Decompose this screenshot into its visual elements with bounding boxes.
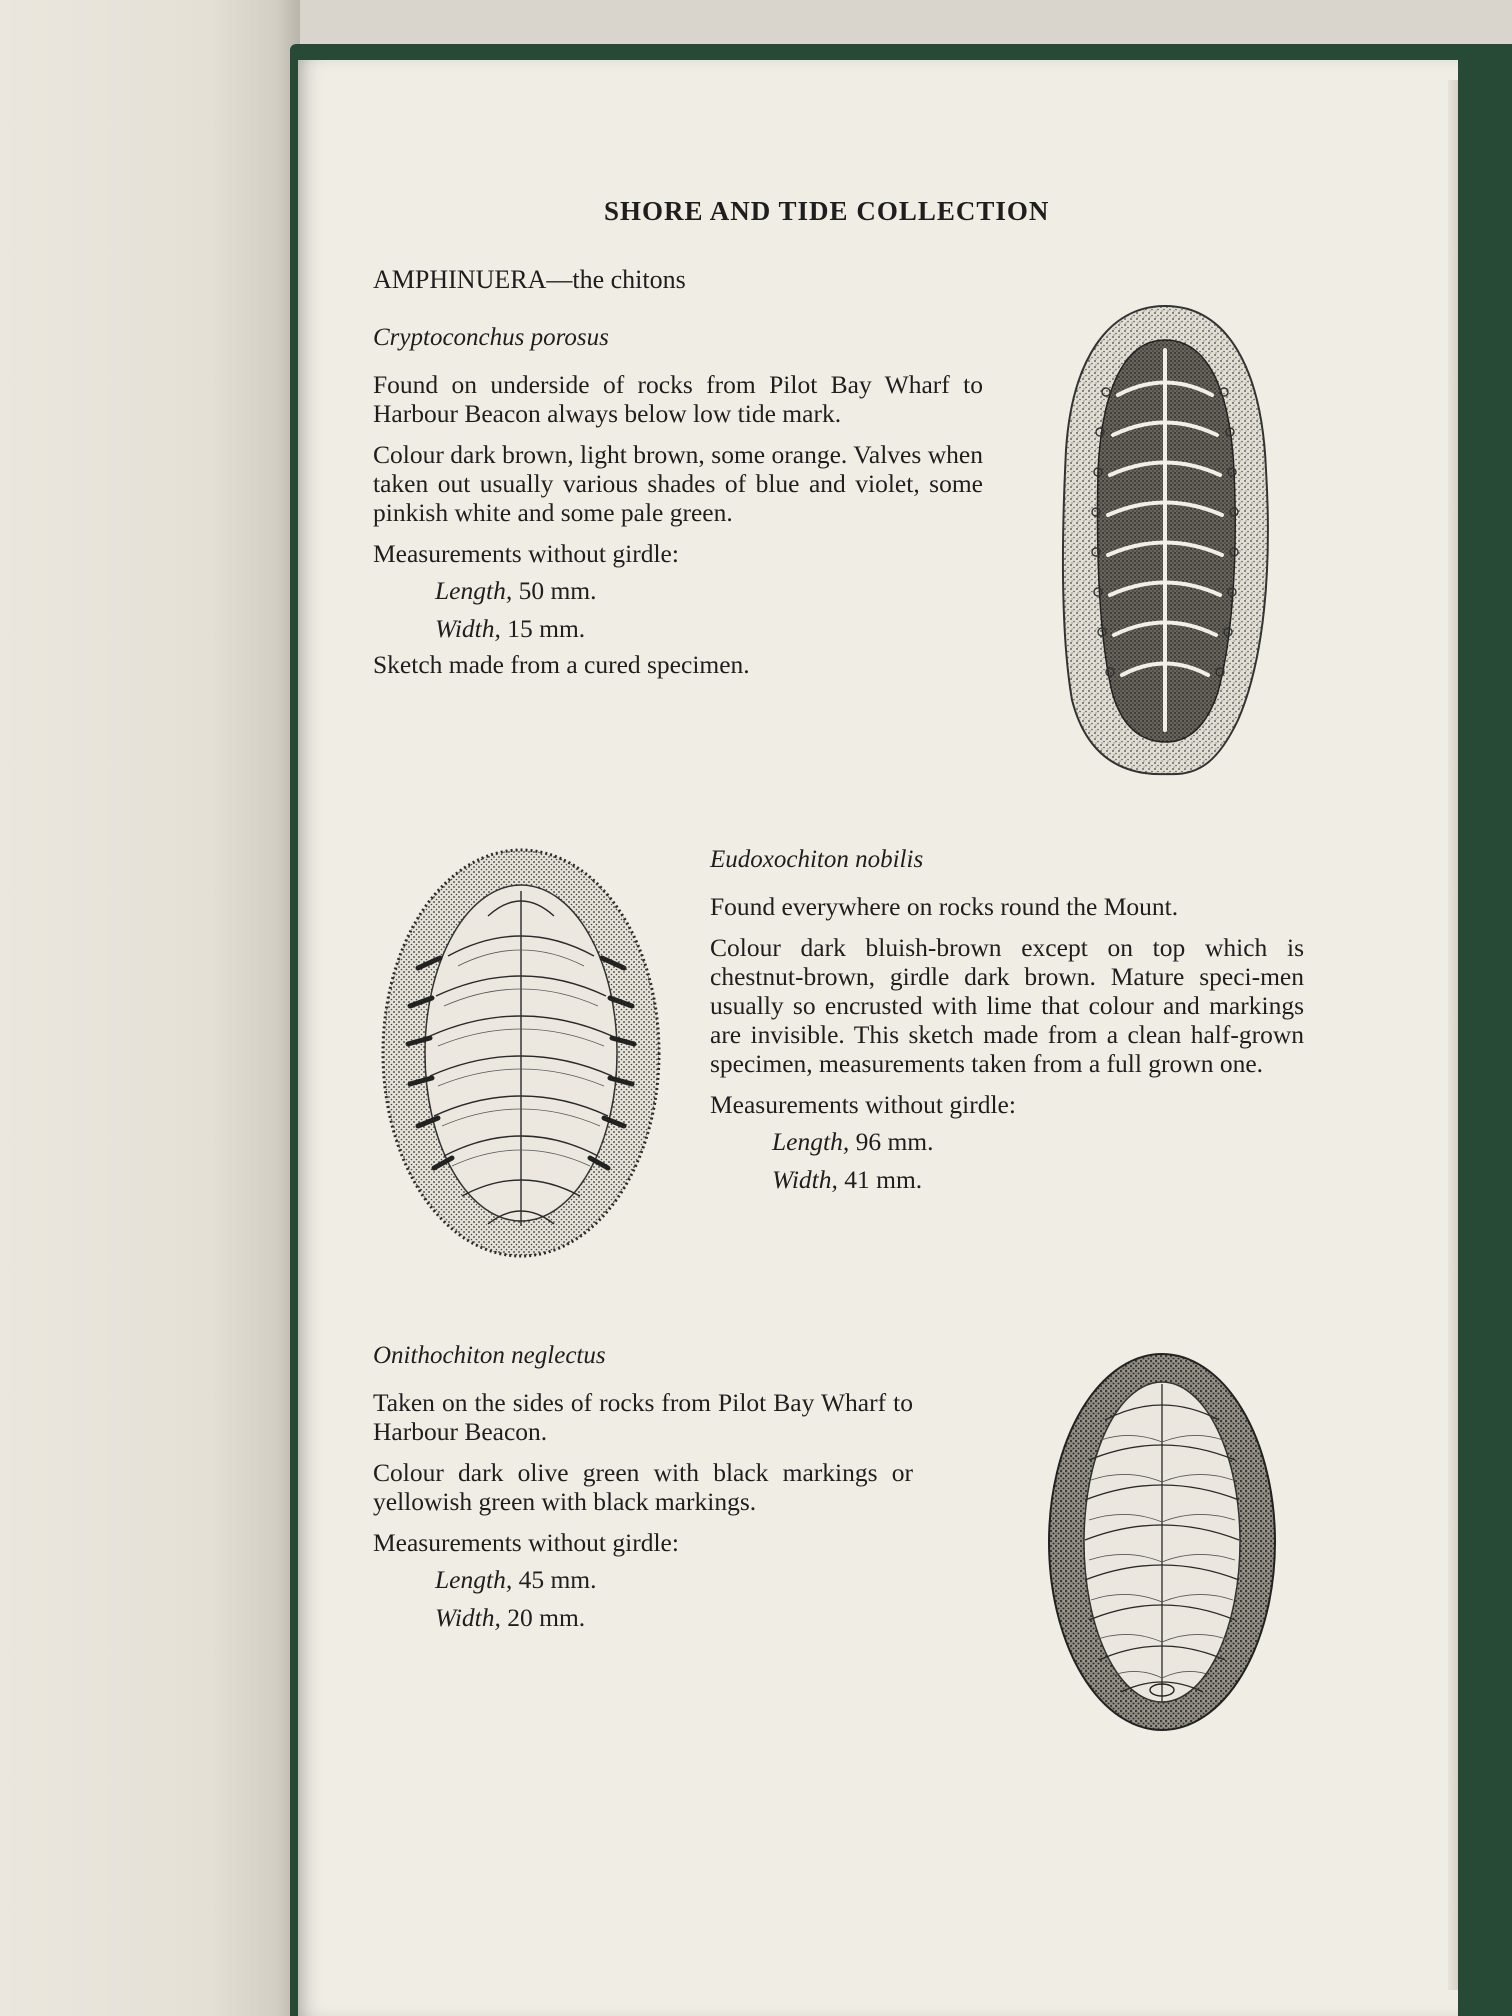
length-value: 45 mm.	[518, 1565, 597, 1594]
length-label: Length,	[772, 1127, 850, 1156]
sketch-note: Sketch made from a cured specimen.	[373, 650, 750, 679]
measurements-label: Measurements without girdle:	[373, 1528, 679, 1557]
page-heading: SHORE AND TIDE COLLECTION	[604, 196, 1050, 226]
species-description: Found everywhere on rocks round the Mount.	[710, 892, 1179, 921]
section-title: AMPHINUERA—the chitons	[373, 265, 686, 294]
chiton-illustration-eudoxochiton	[378, 846, 664, 1260]
measurements-label: Measurements without girdle:	[710, 1090, 1016, 1119]
measurement-width	[710, 1161, 1304, 1199]
species-colour: Colour dark bluish-brown except on top which is chestnut-brown, girdle dark brown. Mature speci-men usually so encrusted with lime that colour and markings are invisible. This sketch made from a clean half-grown specimen, measurements taken from a full grown one.	[710, 933, 1304, 1078]
chiton-illustration-onithochiton	[1045, 1350, 1279, 1735]
species-block-2	[710, 846, 1304, 1199]
species-name: Cryptoconchus porosus	[373, 324, 609, 351]
width-value: 41 mm.	[844, 1165, 923, 1194]
measurement-length	[373, 1561, 913, 1599]
left-page	[0, 0, 300, 2016]
species-colour: Colour dark olive green with black markings or yellowish green with black markings.	[373, 1458, 913, 1516]
length-label: Length,	[435, 576, 513, 605]
width-label: Width,	[772, 1165, 838, 1194]
species-name: Eudoxochiton nobilis	[710, 846, 924, 873]
measurement-width	[373, 610, 983, 648]
chiton-illustration-cryptoconchus	[1058, 300, 1272, 780]
measurement-length	[710, 1123, 1304, 1161]
species-colour: Colour dark brown, light brown, some orange. Valves when taken out usually various shades of blue and violet, some pinkish white and some pale green.	[373, 440, 983, 527]
width-value: 15 mm.	[507, 614, 586, 643]
width-label: Width,	[435, 1603, 501, 1632]
length-value: 96 mm.	[855, 1127, 934, 1156]
species-description: Found on underside of rocks from Pilot Bay Wharf to Harbour Beacon always below low tide mark.	[373, 370, 983, 428]
species-block-3	[373, 1342, 913, 1637]
page-edge	[1448, 80, 1458, 1990]
width-label: Width,	[435, 614, 501, 643]
species-block-1	[373, 324, 983, 691]
length-value: 50 mm.	[518, 576, 597, 605]
measurement-width	[373, 1599, 913, 1637]
width-value: 20 mm.	[507, 1603, 586, 1632]
measurement-length	[373, 572, 983, 610]
length-label: Length,	[435, 1565, 513, 1594]
species-name: Onithochiton neglectus	[373, 1342, 606, 1369]
measurements-label: Measurements without girdle:	[373, 539, 679, 568]
species-description: Taken on the sides of rocks from Pilot Bay Wharf to Harbour Beacon.	[373, 1388, 913, 1446]
